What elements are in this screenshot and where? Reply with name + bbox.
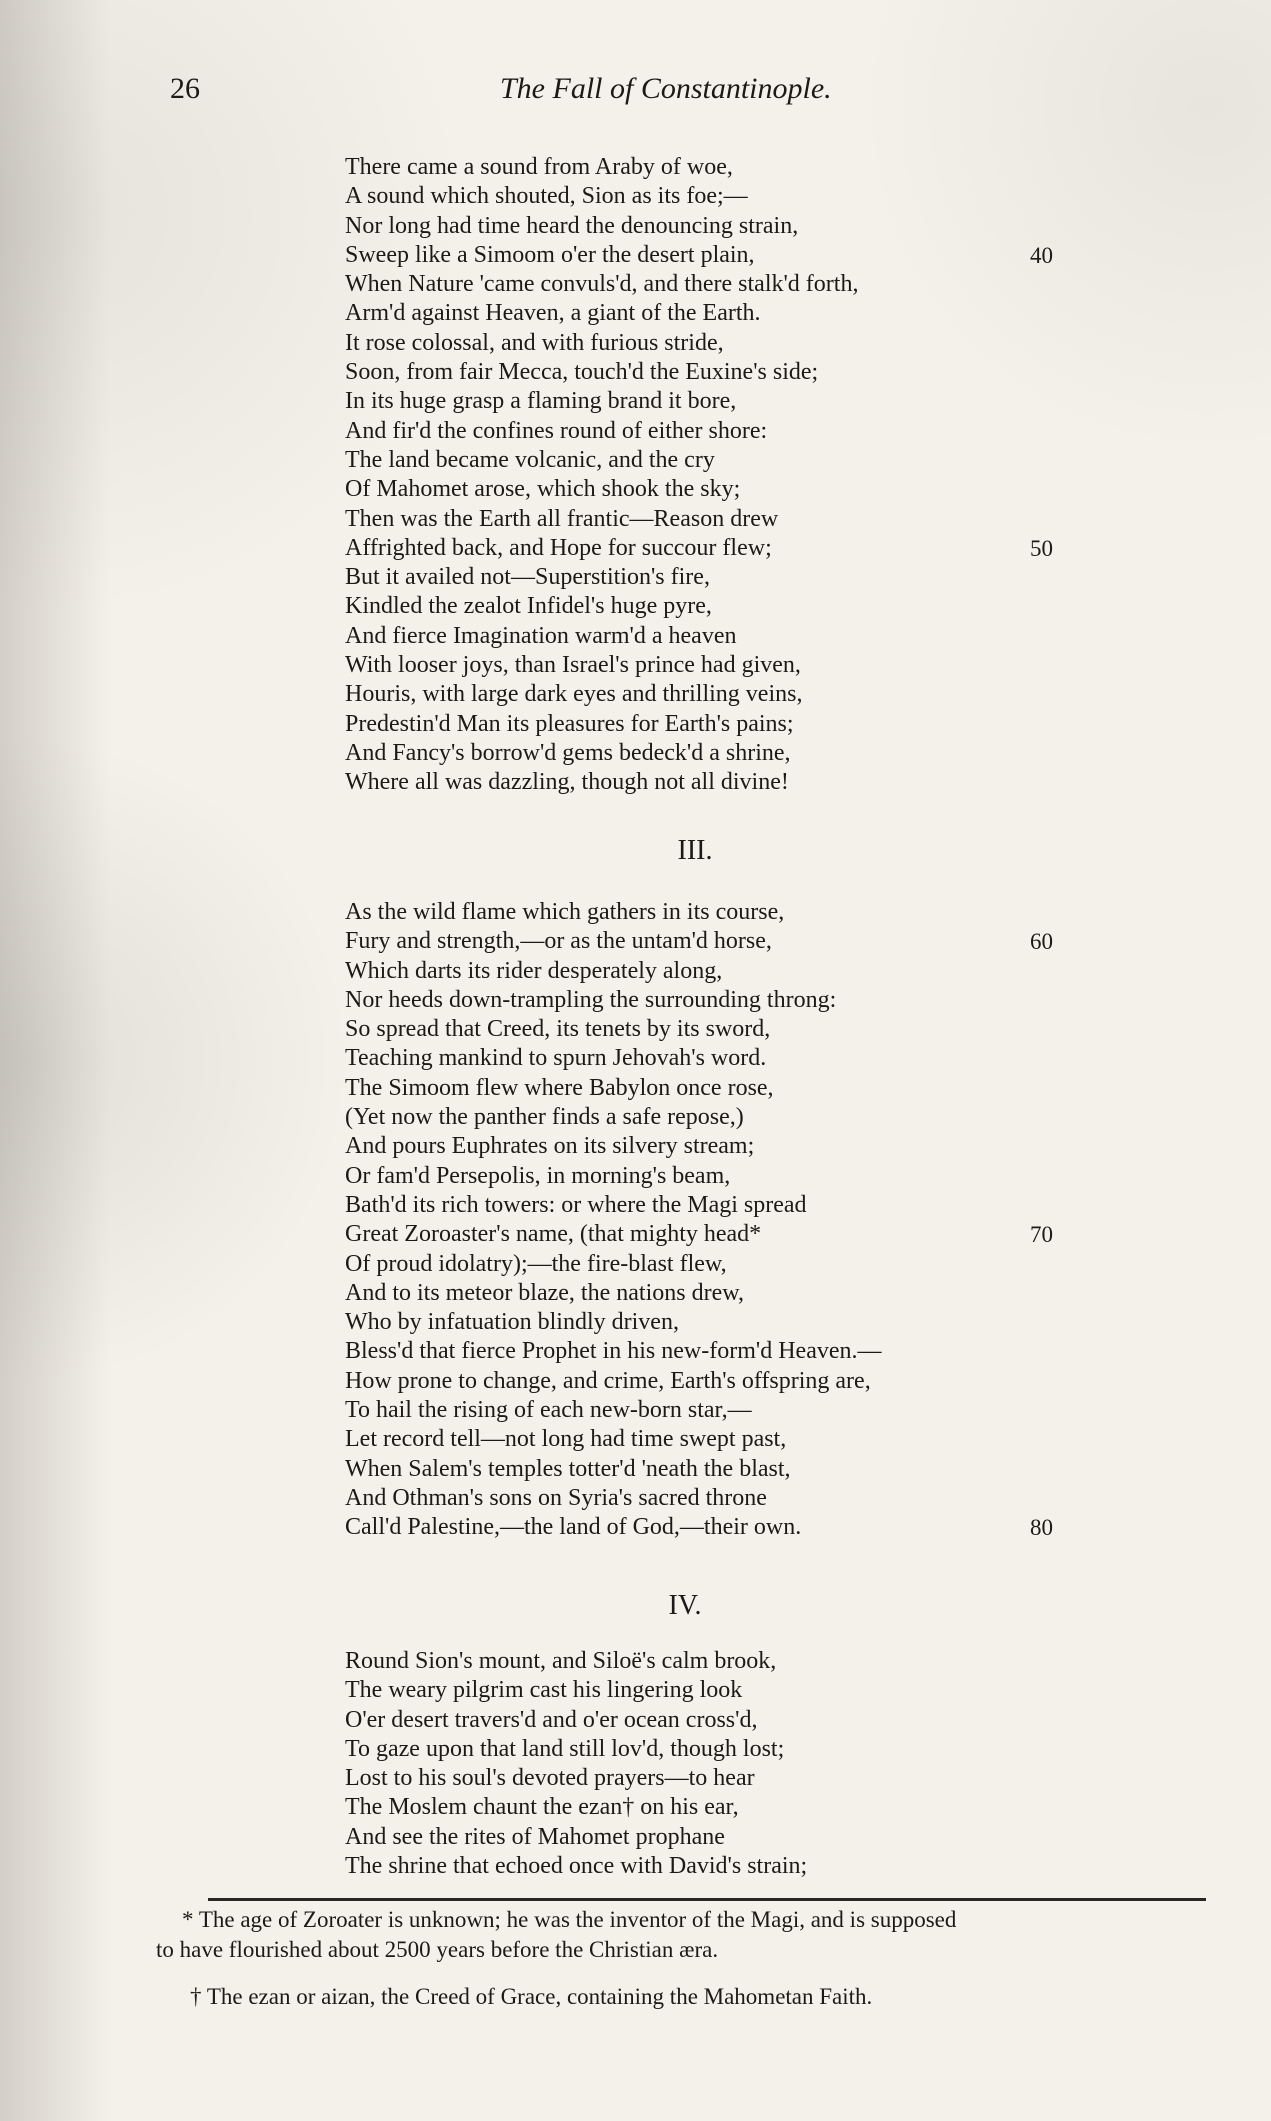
verse-line bbox=[345, 1706, 1105, 1735]
verse-line-text: Of proud idolatry);—the fire-blast flew, bbox=[345, 1250, 727, 1277]
verse-line bbox=[345, 1647, 1105, 1676]
stanza-heading: IV. bbox=[668, 1590, 702, 1621]
verse-line bbox=[345, 212, 1105, 241]
line-number: 60 bbox=[1030, 929, 1053, 955]
verse-line bbox=[345, 1823, 1105, 1852]
verse-line-text: Or fam'd Persepolis, in morning's beam, bbox=[345, 1162, 731, 1189]
verse-line bbox=[345, 957, 1105, 986]
verse-line-text: Let record tell—not long had time swept past, bbox=[345, 1426, 787, 1453]
verse-line-text: The weary pilgrim cast his lingering look bbox=[345, 1677, 743, 1704]
verse-line-text: As the wild flame which gathers in its course, bbox=[345, 899, 785, 925]
verse-line-text: Affrighted back, and Hope for succour flew; bbox=[345, 534, 772, 561]
verse-line-text: So spread that Creed, its tenets by its sword, bbox=[345, 1016, 771, 1043]
verse-line bbox=[345, 387, 1105, 416]
verse-line-text: But it availed not—Superstition's fire, bbox=[345, 564, 710, 591]
verse-line-text: And fierce Imagination warm'd a heaven bbox=[345, 622, 737, 649]
verse-line-text: Fury and strength,—or as the untam'd horse, bbox=[345, 928, 772, 955]
verse-line bbox=[345, 329, 1105, 358]
verse-line bbox=[345, 927, 1105, 956]
verse-line-text: Sweep like a Simoom o'er the desert plain, bbox=[345, 241, 755, 268]
verse-line-text: And see the rites of Mahomet prophane bbox=[345, 1823, 725, 1850]
verse-line-text: The land became volcanic, and the cry bbox=[345, 446, 715, 473]
verse-line-text: The Simoom flew where Babylon once rose, bbox=[345, 1074, 774, 1101]
line-number: 70 bbox=[1030, 1222, 1053, 1248]
footnote-divider bbox=[208, 1898, 1206, 1901]
verse-line-text: And Fancy's borrow'd gems bedeck'd a shrine, bbox=[345, 739, 791, 766]
page-gutter-shadow bbox=[0, 0, 110, 2121]
verse-line-text: Predestin'd Man its pleasures for Earth's pains; bbox=[345, 710, 794, 737]
footnote-zoroaster-line-1: * The age of Zoroater is unknown; he was the inventor of the Magi, and is supposed bbox=[182, 1907, 957, 1932]
verse-line bbox=[345, 1367, 1105, 1396]
verse-line bbox=[345, 534, 1105, 563]
verse-line bbox=[345, 898, 1105, 927]
verse-line-text: Teaching mankind to spurn Jehovah's word. bbox=[345, 1045, 767, 1072]
verse-line-text: Where all was dazzling, though not all divine! bbox=[345, 769, 789, 796]
verse-line-text: (Yet now the panther finds a safe repose,) bbox=[345, 1104, 744, 1131]
stanza-iii-lines bbox=[345, 898, 1105, 1543]
verse-line-text: O'er desert travers'd and o'er ocean cross'd, bbox=[345, 1706, 758, 1733]
verse-line bbox=[345, 739, 1105, 768]
verse-line-text: Who by infatuation blindly driven, bbox=[345, 1309, 679, 1336]
verse-line-text: To hail the rising of each new-born star,— bbox=[345, 1397, 752, 1424]
verse-line-text: Houris, with large dark eyes and thrilling veins, bbox=[345, 681, 803, 708]
verse-line bbox=[345, 1852, 1105, 1881]
verse-line-text: Bless'd that fierce Prophet in his new-form'd Heaven.— bbox=[345, 1338, 882, 1365]
verse-line bbox=[345, 299, 1105, 328]
verse-line bbox=[345, 592, 1105, 621]
verse-line-text: In its huge grasp a flaming brand it bore, bbox=[345, 388, 737, 415]
verse-line bbox=[345, 651, 1105, 680]
line-number: 50 bbox=[1030, 535, 1053, 561]
verse-line bbox=[345, 446, 1105, 475]
verse-line-text: With looser joys, than Israel's prince had given, bbox=[345, 652, 801, 679]
footnote-zoroaster-line-2: to have flourished about 2500 years before the Christian æra. bbox=[156, 1937, 719, 1962]
verse-line-text: To gaze upon that land still lov'd, though lost; bbox=[345, 1735, 785, 1762]
verse-line bbox=[345, 505, 1105, 534]
verse-line bbox=[345, 1513, 1105, 1542]
verse-line bbox=[345, 153, 1105, 182]
verse-line bbox=[345, 1132, 1105, 1161]
verse-line bbox=[345, 1162, 1105, 1191]
stanza-ii bbox=[345, 153, 1105, 798]
verse-line-text: Bath'd its rich towers: or where the Magi spread bbox=[345, 1191, 807, 1218]
verse-line bbox=[345, 1764, 1105, 1793]
stanza-iv-lines bbox=[345, 1647, 1105, 1881]
verse-line-text: Nor heeds down-trampling the surrounding throng: bbox=[345, 986, 837, 1013]
verse-line-text: It rose colossal, and with furious stride, bbox=[345, 329, 724, 356]
verse-line-text: Call'd Palestine,—the land of God,—their own. bbox=[345, 1514, 802, 1541]
verse-line bbox=[345, 1735, 1105, 1764]
verse-line-text: And Othman's sons on Syria's sacred throne bbox=[345, 1484, 767, 1511]
verse-line bbox=[345, 1484, 1105, 1513]
verse-line-text: How prone to change, and crime, Earth's offspring are, bbox=[345, 1367, 871, 1394]
verse-line bbox=[345, 1074, 1105, 1103]
verse-line-text: Of Mahomet arose, which shook the sky; bbox=[345, 476, 741, 503]
footnote-ezan: † The ezan or aizan, the Creed of Grace, containing the Mahometan Faith. bbox=[190, 1984, 873, 2009]
verse-line bbox=[345, 1425, 1105, 1454]
verse-line bbox=[345, 1676, 1105, 1705]
line-number: 40 bbox=[1030, 242, 1053, 268]
verse-line bbox=[345, 563, 1105, 592]
verse-line-text: A sound which shouted, Sion as its foe;— bbox=[345, 183, 748, 210]
verse-line bbox=[345, 1793, 1105, 1822]
verse-line-text: Nor long had time heard the denouncing strain, bbox=[345, 212, 799, 239]
verse-line-text: Arm'd against Heaven, a giant of the Earth. bbox=[345, 300, 761, 327]
verse-line-text: When Nature 'came convuls'd, and there stalk'd forth, bbox=[345, 271, 859, 298]
verse-line bbox=[345, 1250, 1105, 1279]
verse-line-text: The shrine that echoed once with David's strain; bbox=[345, 1853, 808, 1880]
verse-line-text: Soon, from fair Mecca, touch'd the Euxine's side; bbox=[345, 359, 819, 386]
verse-line bbox=[345, 417, 1105, 446]
verse-line bbox=[345, 241, 1105, 270]
line-number: 80 bbox=[1030, 1515, 1053, 1541]
verse-line bbox=[345, 1044, 1105, 1073]
verse-line-text: Round Sion's mount, and Siloë's calm brook, bbox=[345, 1648, 777, 1674]
verse-line bbox=[345, 270, 1105, 299]
verse-line bbox=[345, 1308, 1105, 1337]
verse-line-text: Lost to his soul's devoted prayers—to hear bbox=[345, 1765, 755, 1792]
verse-line bbox=[345, 182, 1105, 211]
verse-line-text: Kindled the zealot Infidel's huge pyre, bbox=[345, 593, 712, 620]
verse-line-text: And pours Euphrates on its silvery stream; bbox=[345, 1133, 755, 1160]
verse-line bbox=[345, 1103, 1105, 1132]
stanza-heading: III. bbox=[677, 835, 713, 866]
verse-line bbox=[345, 680, 1105, 709]
page-header bbox=[160, 72, 1090, 122]
verse-line-text: And to its meteor blaze, the nations drew, bbox=[345, 1279, 744, 1306]
verse-line-text: When Salem's temples totter'd 'neath the blast, bbox=[345, 1455, 791, 1482]
verse-line bbox=[345, 1279, 1105, 1308]
verse-line-text: The Moslem chaunt the ezan† on his ear, bbox=[345, 1794, 739, 1821]
verse-line bbox=[345, 475, 1105, 504]
verse-line bbox=[345, 1455, 1105, 1484]
verse-line bbox=[345, 358, 1105, 387]
verse-line bbox=[345, 986, 1105, 1015]
page-number: 26 bbox=[170, 72, 200, 105]
verse-line bbox=[345, 1337, 1105, 1366]
verse-line-text: Which darts its rider desperately along, bbox=[345, 957, 723, 984]
verse-line-text: There came a sound from Araby of woe, bbox=[345, 154, 733, 180]
verse-line bbox=[345, 710, 1105, 739]
verse-line bbox=[345, 1396, 1105, 1425]
running-title: The Fall of Constantinople. bbox=[500, 72, 832, 105]
verse-line bbox=[345, 768, 1105, 797]
verse-line bbox=[345, 1015, 1105, 1044]
verse-line bbox=[345, 1220, 1105, 1249]
verse-line-text: Then was the Earth all frantic—Reason drew bbox=[345, 505, 779, 532]
verse-line bbox=[345, 622, 1105, 651]
verse-line-text: And fir'd the confines round of either shore: bbox=[345, 417, 768, 444]
verse-line-text: Great Zoroaster's name, (that mighty head* bbox=[345, 1221, 762, 1248]
verse-line bbox=[345, 1191, 1105, 1220]
